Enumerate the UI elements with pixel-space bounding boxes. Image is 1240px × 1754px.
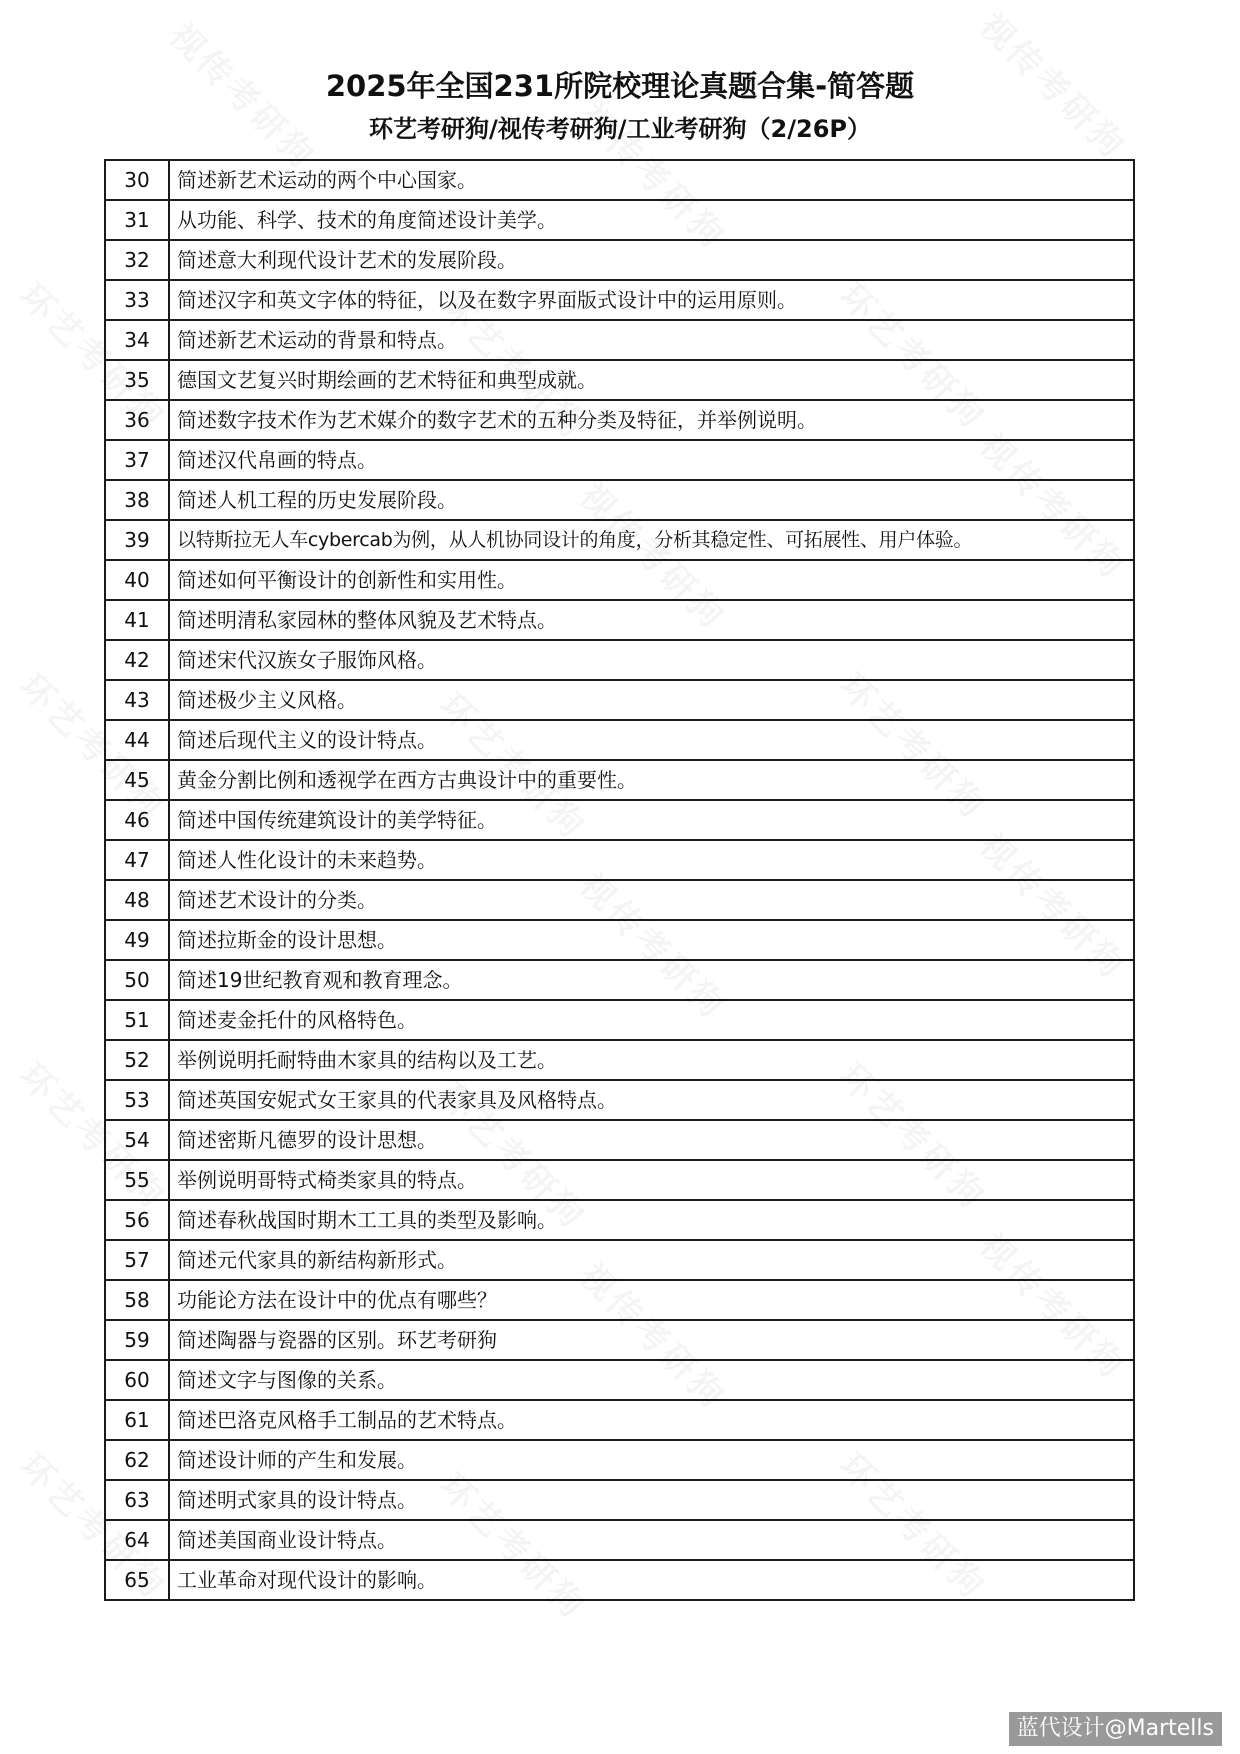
question-number: 62 xyxy=(105,1440,169,1480)
question-text: 德国文艺复兴时期绘画的艺术特征和典型成就。 xyxy=(169,360,1134,400)
question-number: 44 xyxy=(105,720,169,760)
question-number: 41 xyxy=(105,600,169,640)
question-text: 简述巴洛克风格手工制品的艺术特点。 xyxy=(169,1400,1134,1440)
question-text: 简述人性化设计的未来趋势。 xyxy=(169,840,1134,880)
question-number: 30 xyxy=(105,160,169,200)
question-number: 65 xyxy=(105,1560,169,1600)
question-text: 简述数字技术作为艺术媒介的数字艺术的五种分类及特征，并举例说明。 xyxy=(169,400,1134,440)
questions-table-body xyxy=(105,160,1134,1600)
question-number: 31 xyxy=(105,200,169,240)
table-row xyxy=(105,920,1134,960)
question-text: 从功能、科学、技术的角度简述设计美学。 xyxy=(169,200,1134,240)
table-row xyxy=(105,1160,1134,1200)
question-number: 50 xyxy=(105,960,169,1000)
question-text: 简述后现代主义的设计特点。 xyxy=(169,720,1134,760)
question-text: 简述春秋战国时期木工工具的类型及影响。 xyxy=(169,1200,1134,1240)
question-text: 简述极少主义风格。 xyxy=(169,680,1134,720)
question-text: 简述新艺术运动的两个中心国家。 xyxy=(169,160,1134,200)
table-row xyxy=(105,600,1134,640)
table-row xyxy=(105,240,1134,280)
table-row xyxy=(105,1440,1134,1480)
question-text: 简述陶器与瓷器的区别。环艺考研狗 xyxy=(169,1320,1134,1360)
question-number: 56 xyxy=(105,1200,169,1240)
table-row xyxy=(105,840,1134,880)
question-number: 36 xyxy=(105,400,169,440)
question-text: 工业革命对现代设计的影响。 xyxy=(169,1560,1134,1600)
table-row xyxy=(105,520,1134,560)
question-text: 简述明清私家园林的整体风貌及艺术特点。 xyxy=(169,600,1134,640)
question-number: 40 xyxy=(105,560,169,600)
question-text: 简述文字与图像的关系。 xyxy=(169,1360,1134,1400)
table-row xyxy=(105,1560,1134,1600)
question-number: 42 xyxy=(105,640,169,680)
question-number: 39 xyxy=(105,520,169,560)
table-row xyxy=(105,1000,1134,1040)
question-number: 45 xyxy=(105,760,169,800)
question-number: 43 xyxy=(105,680,169,720)
question-number: 35 xyxy=(105,360,169,400)
question-text: 简述19世纪教育观和教育理念。 xyxy=(169,960,1134,1000)
table-row xyxy=(105,1200,1134,1240)
question-number: 61 xyxy=(105,1400,169,1440)
table-row xyxy=(105,280,1134,320)
table-row xyxy=(105,720,1134,760)
question-number: 34 xyxy=(105,320,169,360)
question-number: 51 xyxy=(105,1000,169,1040)
table-row xyxy=(105,320,1134,360)
question-text: 简述宋代汉族女子服饰风格。 xyxy=(169,640,1134,680)
question-number: 32 xyxy=(105,240,169,280)
question-number: 64 xyxy=(105,1520,169,1560)
table-row xyxy=(105,680,1134,720)
question-text: 黄金分割比例和透视学在西方古典设计中的重要性。 xyxy=(169,760,1134,800)
question-text: 简述英国安妮式女王家具的代表家具及风格特点。 xyxy=(169,1080,1134,1120)
question-number: 38 xyxy=(105,480,169,520)
question-text: 功能论方法在设计中的优点有哪些？ xyxy=(169,1280,1134,1320)
table-row xyxy=(105,1480,1134,1520)
table-row xyxy=(105,1120,1134,1160)
question-number: 63 xyxy=(105,1480,169,1520)
question-text: 简述设计师的产生和发展。 xyxy=(169,1440,1134,1480)
question-number: 46 xyxy=(105,800,169,840)
table-row xyxy=(105,1520,1134,1560)
question-text: 简述如何平衡设计的创新性和实用性。 xyxy=(169,560,1134,600)
question-number: 60 xyxy=(105,1360,169,1400)
table-row xyxy=(105,480,1134,520)
question-text: 简述汉代帛画的特点。 xyxy=(169,440,1134,480)
table-row xyxy=(105,1320,1134,1360)
questions-table xyxy=(104,159,1135,1601)
table-row xyxy=(105,1240,1134,1280)
question-number: 57 xyxy=(105,1240,169,1280)
question-number: 47 xyxy=(105,840,169,880)
question-number: 37 xyxy=(105,440,169,480)
question-text: 简述明式家具的设计特点。 xyxy=(169,1480,1134,1520)
question-number: 49 xyxy=(105,920,169,960)
question-text: 简述中国传统建筑设计的美学特征。 xyxy=(169,800,1134,840)
question-number: 58 xyxy=(105,1280,169,1320)
table-row xyxy=(105,1280,1134,1320)
table-row xyxy=(105,1040,1134,1080)
table-row xyxy=(105,560,1134,600)
footer-watermark: 蓝代设计@Martells xyxy=(1009,1712,1222,1746)
question-text: 简述拉斯金的设计思想。 xyxy=(169,920,1134,960)
question-text: 简述人机工程的历史发展阶段。 xyxy=(169,480,1134,520)
page-subtitle: 环艺考研狗/视传考研狗/工业考研狗（2/26P） xyxy=(369,115,871,143)
table-row xyxy=(105,160,1134,200)
question-text: 举例说明托耐特曲木家具的结构以及工艺。 xyxy=(169,1040,1134,1080)
question-number: 53 xyxy=(105,1080,169,1120)
table-row xyxy=(105,400,1134,440)
table-row xyxy=(105,1360,1134,1400)
table-row xyxy=(105,360,1134,400)
table-row xyxy=(105,1400,1134,1440)
question-number: 52 xyxy=(105,1040,169,1080)
question-text: 简述新艺术运动的背景和特点。 xyxy=(169,320,1134,360)
question-number: 33 xyxy=(105,280,169,320)
question-text: 简述意大利现代设计艺术的发展阶段。 xyxy=(169,240,1134,280)
question-text: 简述麦金托什的风格特色。 xyxy=(169,1000,1134,1040)
question-number: 48 xyxy=(105,880,169,920)
question-number: 55 xyxy=(105,1160,169,1200)
table-row xyxy=(105,200,1134,240)
question-text: 简述美国商业设计特点。 xyxy=(169,1520,1134,1560)
table-row xyxy=(105,1080,1134,1120)
table-row xyxy=(105,760,1134,800)
question-text: 举例说明哥特式椅类家具的特点。 xyxy=(169,1160,1134,1200)
question-number: 54 xyxy=(105,1120,169,1160)
question-text: 以特斯拉无人车cybercab为例，从人机协同设计的角度，分析其稳定性、可拓展性、用户体验。 xyxy=(169,520,1134,560)
page-title: 2025年全国231所院校理论真题合集-简答题 xyxy=(325,69,915,103)
table-row xyxy=(105,440,1134,480)
table-row xyxy=(105,640,1134,680)
table-row xyxy=(105,960,1134,1000)
question-number: 59 xyxy=(105,1320,169,1360)
question-text: 简述密斯凡德罗的设计思想。 xyxy=(169,1120,1134,1160)
question-text: 简述元代家具的新结构新形式。 xyxy=(169,1240,1134,1280)
question-text: 简述汉字和英文字体的特征，以及在数字界面版式设计中的运用原则。 xyxy=(169,280,1134,320)
table-row xyxy=(105,880,1134,920)
question-text: 简述艺术设计的分类。 xyxy=(169,880,1134,920)
table-row xyxy=(105,800,1134,840)
